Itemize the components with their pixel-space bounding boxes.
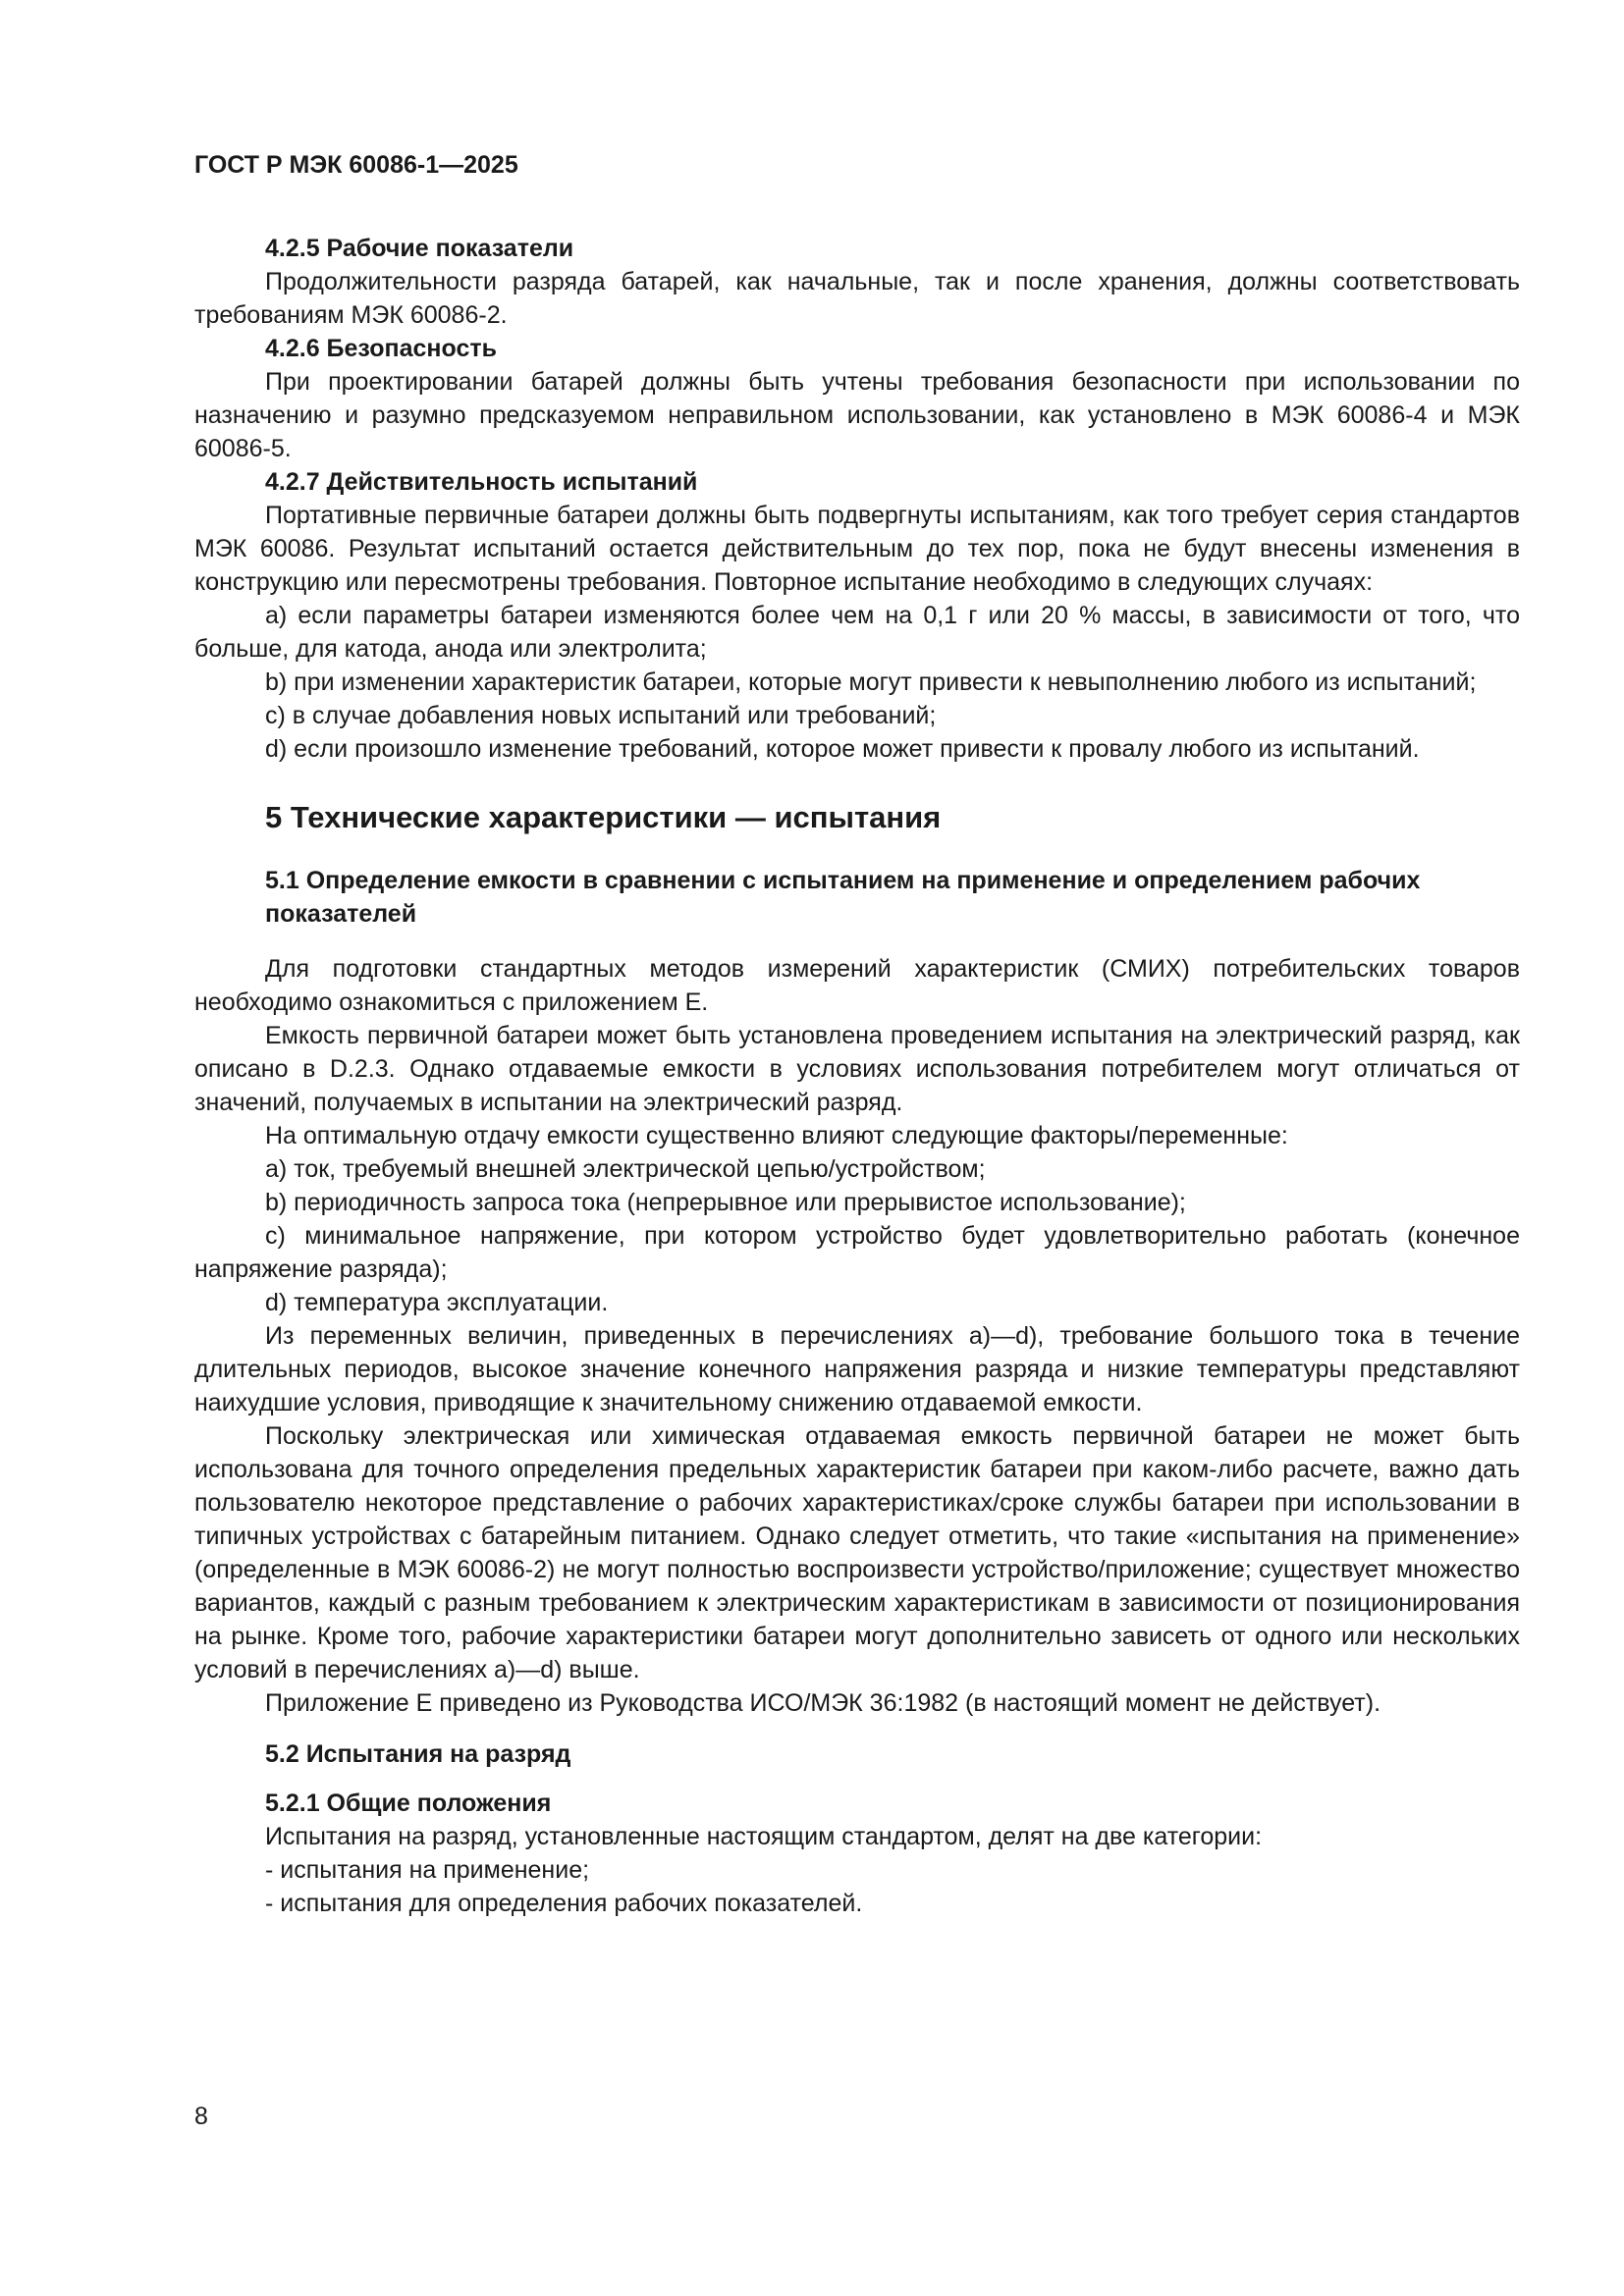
section-4-2-7-heading: 4.2.7 Действительность испытаний bbox=[265, 468, 698, 496]
section-5-1-paragraph-5: Поскольку электрическая или химическая отдаваемая емкость первичной батареи не может быть использована для точного определения предельных характеристик батареи при каком-либо расчете, важно дать пользователю некоторое представление о рабочих характеристиках/сроке службы батареи при использовании в типичных устройствах с батарейным питанием. Однако следует отметить, что такие «испытания на применение» (определенные в МЭК 60086-2) не могут полностью воспроизвести устройство/приложение; существует множество вариантов, каждый с разным требованием к электрическим характеристикам в зависимости от позиционирования на рынке. Кроме того, рабочие характеристики батареи могут дополнительно зависеть от одного или нескольких условий в перечислениях a)—d) выше. bbox=[194, 1422, 1520, 1683]
section-5-2-heading: 5.2 Испытания на разряд bbox=[265, 1740, 571, 1768]
section-5-1-paragraph-4: Из переменных величин, приведенных в перечислениях a)—d), требование большого тока в течение длительных периодов, высокое значение конечного напряжения разряда и низкие температуры представляют наихудшие условия, приводящие к значительному снижению отдаваемой емкости. bbox=[194, 1322, 1520, 1416]
list-item-a: a) ток, требуемый внешней электрической цепью/устройством; bbox=[265, 1155, 986, 1183]
section-4-2-7-paragraph: Портативные первичные батареи должны быть подвергнуты испытаниям, как того требует серия стандартов МЭК 60086. Результат испытаний остается действительным до тех пор, пока не будут внесены изменения в конструкцию или пересмотрены требования. Повторное испытание необходимо в следующих случаях: bbox=[194, 502, 1520, 596]
list-item-b: b) при изменении характеристик батареи, которые могут привести к невыполнению любого из испытаний; bbox=[265, 668, 1477, 696]
list-item-c: c) в случае добавления новых испытаний или требований; bbox=[265, 702, 937, 729]
list-item-dash-1: - испытания на применение; bbox=[265, 1856, 590, 1884]
section-5-2-1-heading: 5.2.1 Общие положения bbox=[265, 1789, 552, 1817]
list-item-c: c) минимальное напряжение, при котором устройство будет удовлетворительно работать (конечное напряжение разряда); bbox=[194, 1222, 1520, 1283]
section-4-2-5-heading: 4.2.5 Рабочие показатели bbox=[265, 235, 574, 262]
page-number: 8 bbox=[194, 2103, 208, 2130]
list-item-d: d) если произошло изменение требований, которое может привести к провалу любого из испытаний. bbox=[265, 735, 1420, 763]
document-body bbox=[194, 232, 1520, 1920]
section-4-2-6-paragraph: При проектировании батарей должны быть учтены требования безопасности при использовании по назначению и разумно предсказуемом неправильном использовании, как установлено в МЭК 60086-4 и МЭК 60086-5. bbox=[194, 368, 1520, 462]
document-header: ГОСТ Р МЭК 60086-1—2025 bbox=[194, 151, 518, 179]
section-5-1-paragraph-1: Для подготовки стандартных методов измерений характеристик (СМИХ) потребительских товаров необходимо ознакомиться с приложением E. bbox=[194, 955, 1520, 1016]
section-5-1-paragraph-2: Емкость первичной батареи может быть установлена проведением испытания на электрический разряд, как описано в D.2.3. Однако отдаваемые емкости в условиях использования потребителем могут отличаться от значений, получаемых в испытании на электрический разряд. bbox=[194, 1022, 1520, 1116]
list-item-b: b) периодичность запроса тока (непрерывное или прерывистое использование); bbox=[265, 1189, 1186, 1216]
section-5-1-heading: 5.1 Определение емкости в сравнении с испытанием на применение и определением рабочих показателей bbox=[265, 867, 1421, 928]
section-5-1-paragraph-3: На оптимальную отдачу емкости существенно влияют следующие факторы/переменные: bbox=[265, 1122, 1288, 1149]
section-5-1-paragraph-6: Приложение E приведено из Руководства ИСО/МЭК 36:1982 (в настоящий момент не действует). bbox=[265, 1689, 1381, 1717]
list-item-a: a) если параметры батареи изменяются более чем на 0,1 г или 20 % массы, в зависимости от того, что больше, для катода, анода или электролита; bbox=[194, 602, 1520, 663]
section-4-2-5-paragraph: Продолжительности разряда батарей, как начальные, так и после хранения, должны соответствовать требованиям МЭК 60086-2. bbox=[194, 268, 1520, 329]
list-item-dash-2: - испытания для определения рабочих показателей. bbox=[265, 1890, 863, 1917]
section-4-2-6-heading: 4.2.6 Безопасность bbox=[265, 335, 497, 362]
section-5-2-1-paragraph: Испытания на разряд, установленные настоящим стандартом, делят на две категории: bbox=[265, 1823, 1263, 1850]
section-5-heading: 5 Технические характеристики — испытания bbox=[265, 800, 942, 834]
list-item-d: d) температура эксплуатации. bbox=[265, 1289, 609, 1316]
